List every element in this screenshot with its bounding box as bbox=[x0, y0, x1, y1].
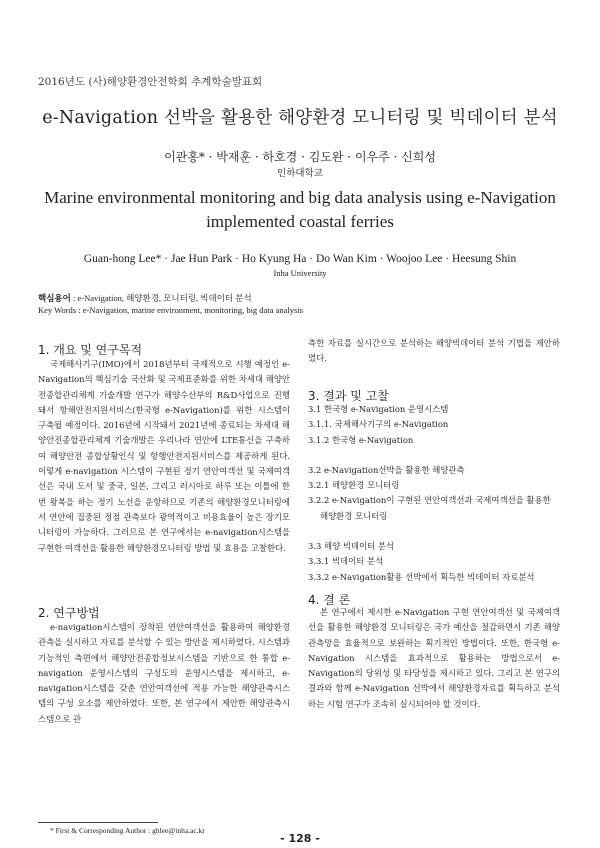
keywords-english bbox=[38, 305, 303, 315]
english-title: Marine environmental monitoring and big data analysis using e-Navigation implemented coastal ferries bbox=[44, 188, 556, 231]
section-2-body: e-navigation시스템이 장착된 연안여객선을 활용하여 해양환경관측을 실시하고 자료를 분석할 수 있는 방안을 제시하였다. 시스템과 기능적인 측면에서 해양안전종합정보시스템을 기반으로 한 통합 e-navigation 운영시스템의 구성도의 운영시스템을 제시하고, e-navigation시스템을 갖춘 연안여객선에 적용 가능한 해양관측시스템의 구성 요소를 제안하였다. 또한, 본 연구에서 제안한 해양관측시스템으로 관 bbox=[38, 622, 290, 724]
section-4-heading: 4. 결 론 bbox=[308, 593, 351, 607]
section-3-list bbox=[308, 402, 560, 585]
section-2-continued: 측한 자료를 실시간으로 분석하는 해양빅데이터 분석 기법을 제안하였다. bbox=[308, 338, 560, 364]
keywords-korean-text: : e-Navigation, 해양환경, 모니터링, 빅데이터 분석 bbox=[72, 293, 252, 303]
list-item: 3.2.2 e-Navigation이 구현된 연안여객선과 국제여객선을 활용한 해양환경 모니터링 bbox=[308, 495, 551, 521]
list-item: 3.2.1 해양환경 모니터링 bbox=[308, 480, 400, 491]
korean-affiliation: 인하대학교 bbox=[277, 168, 323, 179]
list-item: 3.3 해양 빅데이터 분석 bbox=[308, 541, 395, 552]
list-item: 3.1 한국형 e-Navigation 운영시스템 bbox=[308, 404, 449, 414]
section-4-body: 본 연구에서 제시한 e-Navigation 구현 연안여객선 및 국제여객선을 활용한 해양환경 모니터링은 국가 예산을 절감하면서 기존 해양관측망을 효율적으로 보완하는 획기적인 방법이다. 또한, 한국형 e-Navigation 시스템을 효과적으로 활용하는 방법으로서 e-Navigation의 당위성 및 타당성을 제시하고 있다. 그리고 본 연구의 결과와 함께 e-Navigation 선박에서 해양환경자료를 획득하고 분석하는 시험 연구가 조속히 실시되어야 할 것이다. bbox=[308, 607, 560, 709]
keywords-english-label: Key Words bbox=[38, 305, 77, 315]
list-item: 3.1.1. 국제해사기구의 e-Navigation bbox=[308, 419, 449, 430]
list-item: 3.3.1 빅데이터 분석 bbox=[308, 556, 384, 567]
keywords-english-text: : e-Navigation, marine environment, monitoring, big data analysis bbox=[78, 305, 303, 315]
section-2-heading: 2. 연구방법 bbox=[38, 606, 100, 620]
footnote-divider bbox=[38, 822, 158, 823]
english-affiliation: Inha University bbox=[273, 268, 327, 278]
korean-title: e-Navigation 선박을 활용한 해양환경 모니터링 및 빅데이터 분석 bbox=[42, 108, 558, 128]
korean-authors: 이관홍* · 박재훈 · 하호경 · 김도완 · 이우주 · 신희성 bbox=[164, 150, 436, 164]
list-item: 3.2 e-Navigation선박을 활용한 해양관측 bbox=[308, 464, 465, 475]
list-item: 3.3.2 e-Navigation활용 선박에서 획득한 빅데이터 자료분석 bbox=[308, 571, 535, 582]
english-authors: Guan-hong Lee* · Jae Hun Park · Ho Kyung Ha · Do Wan Kim · Woojoo Lee · Heesung Shin bbox=[83, 253, 517, 265]
list-item: 3.1.2 한국형 e-Navigation bbox=[308, 434, 414, 445]
keywords-korean-label: 핵심용어 bbox=[38, 294, 71, 304]
section-3-heading: 3. 결과 및 고찰 bbox=[308, 389, 389, 403]
section-1-heading: 1. 개요 및 연구목적 bbox=[38, 343, 143, 357]
section-1-body: 국제해사기구(IMO)에서 2018년부터 국제적으로 시행 예정인 e-Navigation의 핵심기술 국산화 및 국제표준화를 위한 차세대 해양안전종합관리체계 기술개발 연구가 해양수산부의 R&D사업으로 진행돼서 항해안전지원서비스(한국형 e-Navigation)를 위한 시스템이 구축될 예정이다. 2016년에 시작돼서 2021년에 종료되는 차세대 해양안전종합관리체계 기술개발은 우리나라 연안에 LTE통신을 구축하여 해양안전 종합상황인식 및 항행안전지원서비스를 제공하게 된다. 이렇게 e-navigation 시스템이 구현된 정기 연안여객선 및 국제여객선은 국내 도서 및 중국, 일본, 그리고 러시아로 하루 또는 이틀에 한번 왕복을 하는 정기 노선을 운항하므로 기존의 해양환경모니터링에서 연안에 집중된 정점 관측보다 광역적이고 비용효율이 높은 장기모니터링이 가능하다. 그러므로 본 연구에서는 e-navigation시스템을 구현한 여객선을 활용한 해양환경모니터링 방법 및 효용을 고찰한다. bbox=[38, 359, 290, 553]
conference-header: 2016년도 (사)해양환경안전학회 추계학술발표회 bbox=[38, 76, 263, 88]
footnote: * First & Corresponding Author : ghlee@inha.ac.kr bbox=[50, 826, 205, 835]
keywords-korean bbox=[38, 292, 252, 304]
page-number: - 128 - bbox=[280, 832, 320, 845]
